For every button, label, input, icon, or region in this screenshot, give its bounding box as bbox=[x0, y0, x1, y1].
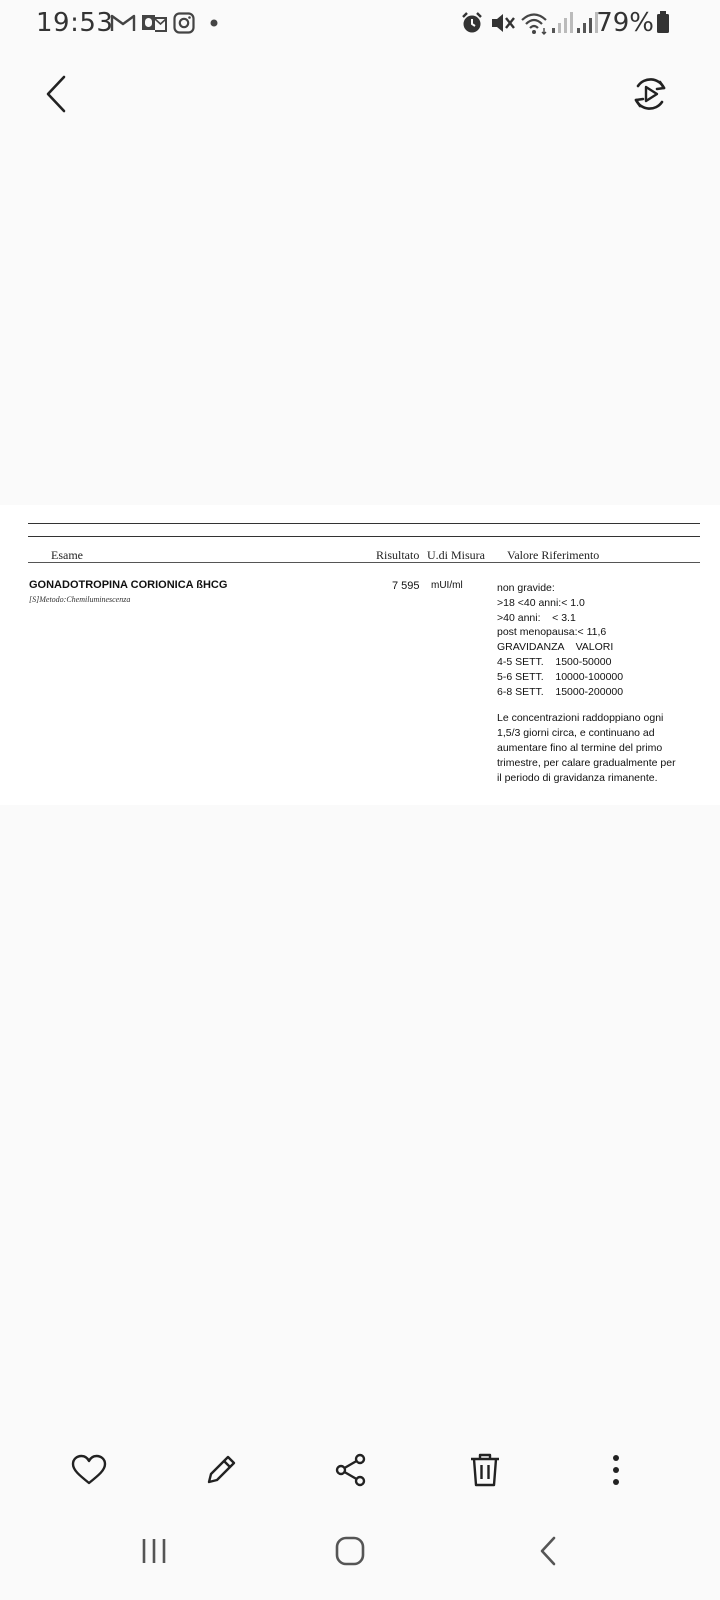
reference-note: Le concentrazioni raddoppiano ogni 1,5/3 giorni circa, e continuano ad aumentare fino al termine del primo trimestre, per calare gradualmente per il periodo di gravidanza rimanente. bbox=[497, 712, 676, 784]
top-rule bbox=[28, 523, 700, 524]
heart-icon bbox=[71, 1454, 107, 1486]
trash-icon bbox=[469, 1452, 501, 1488]
motion-photo-icon bbox=[630, 74, 670, 114]
share-icon bbox=[334, 1453, 368, 1487]
delete-button[interactable] bbox=[460, 1445, 510, 1495]
battery-percent: 79% bbox=[596, 8, 654, 38]
header-unit: U.di Misura bbox=[427, 548, 485, 562]
back-icon bbox=[538, 1536, 558, 1566]
nav-recents-button[interactable] bbox=[124, 1526, 184, 1576]
wifi-icon bbox=[520, 11, 550, 35]
mute-icon bbox=[490, 11, 516, 35]
exam-unit: mUI/ml bbox=[431, 580, 463, 591]
more-button[interactable] bbox=[591, 1445, 641, 1495]
nav-back-button[interactable] bbox=[518, 1526, 578, 1576]
battery-icon bbox=[656, 10, 670, 34]
header-exam: Esame bbox=[51, 548, 83, 562]
instagram-icon bbox=[173, 12, 195, 34]
signal-icon bbox=[576, 10, 598, 34]
chevron-left-icon bbox=[44, 74, 68, 114]
gmail-icon bbox=[110, 13, 136, 33]
signal-icon bbox=[551, 10, 573, 34]
header-result: Risultato bbox=[376, 548, 420, 562]
status-time: 19:53 bbox=[36, 8, 114, 38]
edit-button[interactable] bbox=[196, 1445, 246, 1495]
reference-values: non gravide: >18 <40 anni:< 1.0 >40 anni: < 3.1 post menopausa:< 11,6 GRAVIDANZA VALORI 4-5 SETT. 1500-50000 5-6 SETT. 10000-100000 6-8 SETT. 15000-200000 bbox=[497, 582, 624, 698]
exam-name: GONADOTROPINA CORIONICA ßHCG bbox=[29, 579, 228, 591]
header-reference: Valore Riferimento bbox=[507, 548, 600, 562]
exam-result: 7 595 bbox=[392, 580, 420, 592]
back-button[interactable] bbox=[36, 70, 76, 118]
alarm-icon bbox=[460, 11, 484, 35]
status-bar bbox=[0, 0, 720, 46]
share-button[interactable] bbox=[326, 1445, 376, 1495]
notification-dot-icon bbox=[210, 19, 218, 27]
header-underline bbox=[28, 562, 700, 563]
more-icon bbox=[611, 1453, 621, 1487]
pencil-icon bbox=[203, 1452, 239, 1488]
outlook-icon bbox=[141, 12, 167, 34]
exam-method: [S]Metodo:Chemiluminescenza bbox=[29, 595, 131, 604]
home-icon bbox=[335, 1536, 365, 1566]
nav-home-button[interactable] bbox=[320, 1526, 380, 1576]
recents-icon bbox=[140, 1537, 168, 1565]
header-rule bbox=[28, 536, 700, 537]
favorite-button[interactable] bbox=[64, 1445, 114, 1495]
motion-photo-button[interactable] bbox=[630, 74, 670, 114]
